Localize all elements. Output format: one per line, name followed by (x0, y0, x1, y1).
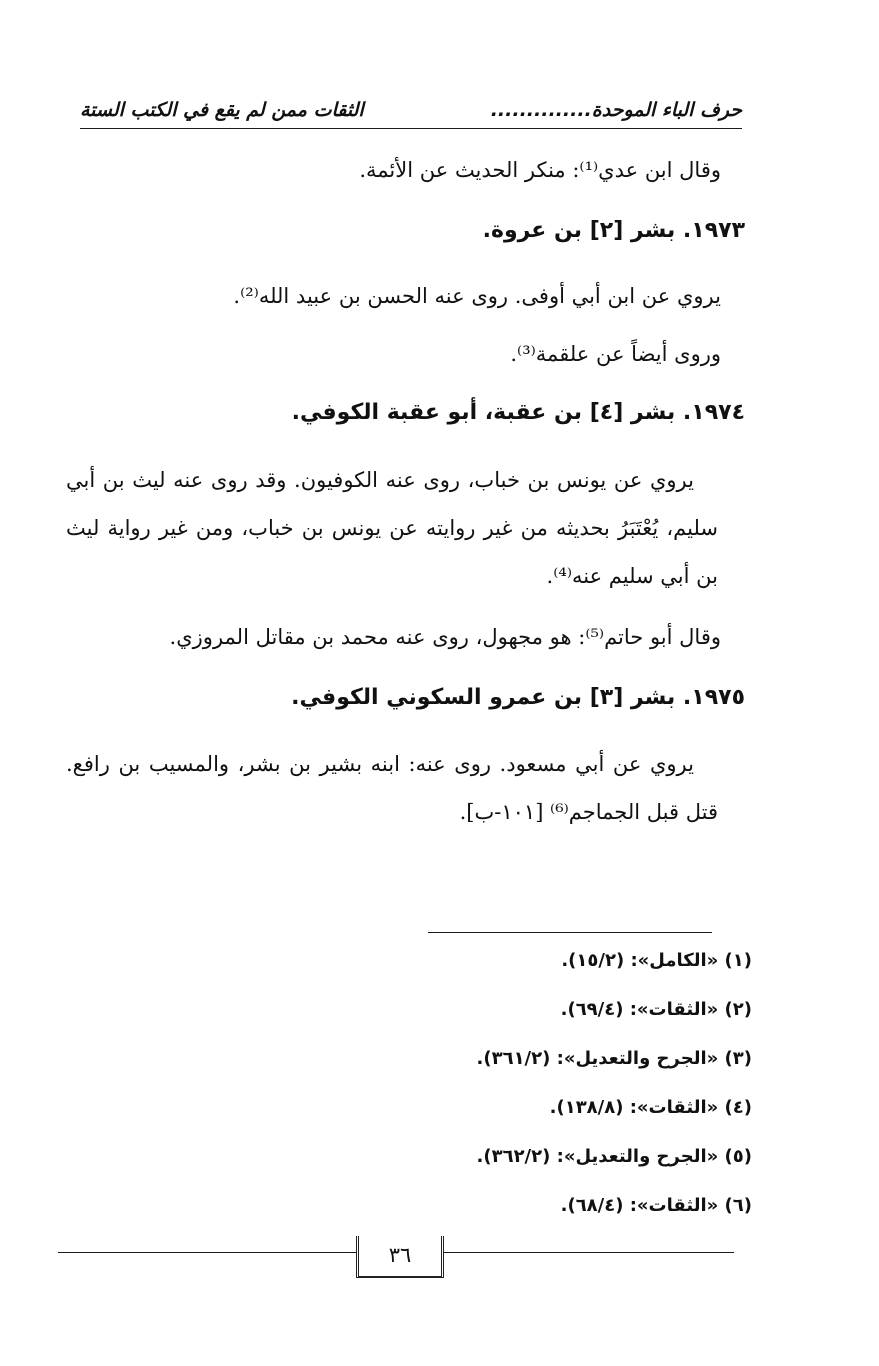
entry-title-1973: ١٩٧٣. بشر [٢] بن عروة. (482, 218, 745, 243)
entry-1974-paragraph: يروي عن يونس بن خباب، روى عنه الكوفيون. وقد روى عنه ليث بن أبي سليم، يُعْتَبَرُ بحديثه من غير روايته عن يونس بن خباب، ومن غير رواية ليث بن أبي سليم عنه⁽⁴⁾. (66, 468, 718, 588)
header-chapter: حرف الباء الموحدة.............. (490, 99, 742, 121)
entry-1975-paragraph: يروي عن أبي مسعود. روى عنه: ابنه بشير بن بشر، والمسيب بن رافع. قتل قبل الجماجم⁽⁶⁾ [١٠١-ب]. (66, 752, 718, 824)
footnote: (٤) «الثقات»: (١٣٨/٨). (549, 1097, 752, 1118)
body-line: وقال ابن عدي⁽¹⁾: منكر الحديث عن الأئمة. (359, 158, 721, 182)
footnote: (٢) «الثقات»: (٦٩/٤). (560, 999, 752, 1020)
entry-1973-line-2: وروى أيضاً عن علقمة⁽³⁾. (510, 342, 721, 366)
page-number: ٣٦ (356, 1236, 444, 1278)
entry-title-1974: ١٩٧٤. بشر [٤] بن عقبة، أبو عقبة الكوفي. (291, 400, 745, 425)
entry-title-1975: ١٩٧٥. بشر [٣] بن عمرو السكوني الكوفي. (291, 685, 745, 710)
footnote: (٣) «الجرح والتعديل»: (٣٦١/٢). (476, 1048, 752, 1069)
footnote: (٥) «الجرح والتعديل»: (٣٦٢/٢). (476, 1146, 752, 1167)
footnote: (١) «الكامل»: (١٥/٢). (561, 950, 752, 971)
footnotes (300, 944, 752, 1238)
footnote-divider (428, 932, 712, 933)
entry-1974-line-2: وقال أبو حاتم⁽⁵⁾: هو مجهول، روى عنه محمد بن مقاتل المروزي. (169, 625, 721, 649)
running-header (80, 92, 742, 129)
header-book-title: الثقات ممن لم يقع في الكتب الستة (80, 99, 364, 121)
entry-1973-line-1: يروي عن ابن أبي أوفى. روى عنه الحسن بن عبيد الله⁽²⁾. (233, 284, 721, 308)
footnote: (٦) «الثقات»: (٦٨/٤). (560, 1195, 752, 1216)
